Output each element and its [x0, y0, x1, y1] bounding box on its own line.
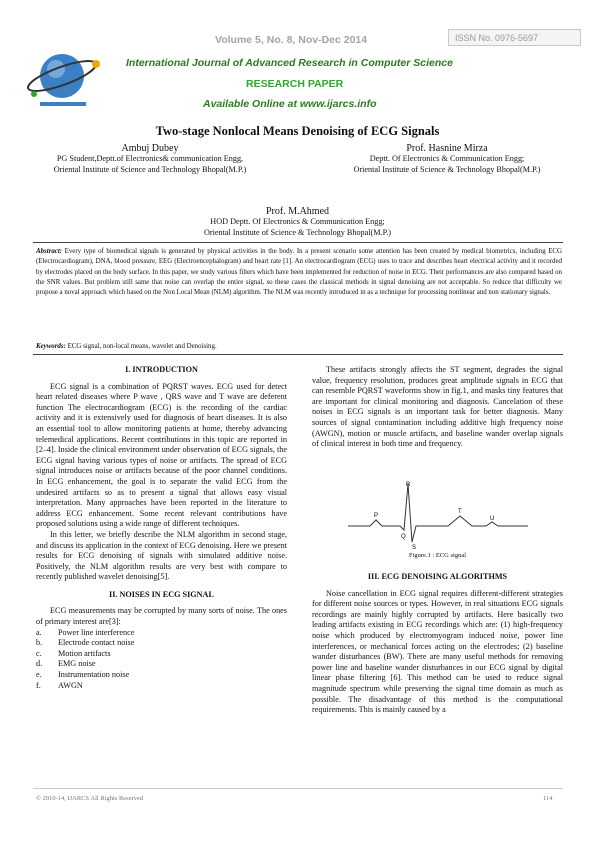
list-item: e. Instrumentation noise — [36, 670, 130, 680]
figure-label-t: T — [458, 509, 462, 515]
right-column-bottom — [312, 572, 563, 716]
page-number: 114 — [543, 795, 553, 802]
author-name: Ambuj Dubey — [121, 143, 179, 154]
right-column-top — [312, 365, 563, 450]
figure-label-q: Q — [401, 534, 406, 540]
section-heading: II. NOISES IN ECG SIGNAL — [109, 589, 214, 599]
author-block-1 — [30, 143, 270, 175]
section-heading: I. INTRODUCTION — [125, 365, 198, 374]
keywords — [36, 343, 562, 350]
list-item: d. EMG noise — [36, 659, 96, 669]
issn-box: ISSN No. 0976-5697 — [448, 29, 581, 46]
paragraph: In this letter, we briefly describe the NLM algorithm in second stage, and discuss its application in the context of ECG denoising. Here we present results for ECG denoising of signals with simulated additive noise. Positively, the NLM algorithm results are very best with compare to recently published wavelet denoising[5]. — [36, 529, 287, 582]
list-item: f. AWGN — [36, 680, 83, 690]
abstract — [36, 247, 562, 298]
paragraph: ECG signal is a combination of PQRST waves. ECG used for detect heart related diseases where P wave , QRS wave and T wave are deferent function The electrocardiogram (ECG) is the recording of the cardiac activity and it is extensively used for diagnosis of heart diseases. It is also an essential tool to allow monitoring patients at home, thereby advancing telemedical applications. Recent contributions in this topic are reported in [2–4]. Inside the clinical environment under observation of ECG signals, the ECG signal having various types of noise or artifacts. The spread of ECG signal introduces noise or artifacts because of the poor channel conditions. In ECG enhancement, the goal is to separate the valid ECG from the undesired artifacts so as to present a signal that allows easy visual interpretation. Many approaches have been reported in the literature to address ECG enhancement. Some recent relevant contributions have proposed solutions using a wide range of different techniques. — [36, 381, 287, 529]
figure-label-p: P — [374, 513, 379, 519]
keywords-text: ECG signal, non-local means, wavelet and Denoising. — [67, 343, 217, 350]
keywords-label: Keywords: — [36, 343, 66, 350]
author-name: Prof. Hasnine Mirza — [406, 143, 488, 154]
figure-label-r: R — [406, 482, 411, 488]
paragraph: ECG measurements may be corrupted by many sorts of noise. The ones of primary interest are[3]: — [36, 606, 287, 627]
author-affiliation: Deptt. Of Electronics & Communication Engg; — [369, 154, 525, 163]
abstract-label: Abstract: — [36, 248, 63, 255]
author-affiliation: Oriental Institute of Science and Technology Bhopal(M.P.) — [53, 164, 247, 174]
abstract-text: Every type of biomedical signals is generated by physical activities in the body. In a present scenario some attention has been created by medical biometrics, including ECG (Electrocardiogram), DNA, blood pressure, EEG (Electroencephalogram) and heart rate [1]. An electrocardiogram (ECG) uses to trace and describes heart electrical activity and it recorded by electrodes placed on the body surface. In this paper, we study various filters which have been implemented for reduction of noise in ECG. Their performances are also compared based on the SNR values. But problem still same that noise can overlap the entire signal, so these cases the classical methods in signal denoising are not acceptable. So reduce that difficulty we propose a noval approach which based on the Non Local Mean (NLM) algorithm. The NLM was recently introduced in as a technique for processing nonlinear and non stationary signals. — [36, 248, 562, 297]
left-column — [36, 365, 287, 691]
figure-caption: Figure.1 : ECG signal — [408, 552, 467, 559]
paragraph: These artifacts strongly affects the ST segment, degrades the signal value, frequency resolution, produces great amplitude signals in ECG that can resemble PQRST waveforms show in fig.1, and masks tiny features that are important for clinical monitoring and diagnosis. Cancelation of these noises in ECG signals is an important task for better diagnosis. Many sources of signal contamination including additive high frequency noise (AWGN), motion or muscle artifacts, and baseline wander overlap signals of clinical interest in both time and frequency. — [312, 365, 563, 449]
noise-list — [36, 628, 287, 692]
author-name: Prof. M.Ahmed — [265, 206, 330, 217]
paper-type: RESEARCH PAPER — [246, 78, 344, 90]
journal-name: International Journal of Advanced Research in Computer Science — [126, 57, 453, 69]
paragraph: Noise cancellation in ECG signal requires different-different strategies for different noise sources or types. However, in real situations ECG signals recordings are mainly highly corrupted by artifacts. Here basically two leading artifacts existing in ECG recordings which are: (1) high-frequency noise which produced by electromyogram induced noise, power line interferences, or mechanical forces acting on the electrodes; (2) baseline wander disturbances (BW). There are many useful methods for removing power line and baseline wander disturbances in our ECG signal by digital linear phase filtering [6]. This method can be used to reduce signal magnitude spectrum while preserving the signal time domain as much as possible. The disadvantage of this method is the computational requirements. This is mainly caused by a — [312, 588, 563, 715]
list-item: b. Electrode contact noise — [36, 638, 135, 648]
footer-copyright: © 2010-14, IJARCS All Rights Reserved — [36, 795, 144, 802]
author-affiliation: HOD Deptt. Of Electronics & Communication Engg; — [210, 217, 385, 226]
author-affiliation: PG Student,Deptt.of Electronics& communication Engg, — [56, 154, 244, 163]
figure-label-u: U — [490, 516, 495, 522]
list-item: a. Power line interference — [36, 627, 135, 637]
paper-title: Two-stage Nonlocal Means Denoising of ECG Signals — [155, 124, 440, 138]
author-affiliation: Oriental Institute of Science & Technology Bhopal(M.P.) — [353, 164, 541, 174]
journal-logo — [22, 36, 114, 118]
section-heading: III. ECG DENOISING ALGORITHMS — [367, 572, 508, 581]
volume-issue: Volume 5, No. 8, Nov-Dec 2014 — [215, 34, 368, 46]
author-block-2 — [322, 143, 572, 175]
author-affiliation: Oriental Institute of Science & Technology Bhopal(M.P.) — [203, 227, 392, 237]
footer-divider — [33, 788, 563, 789]
divider — [33, 354, 563, 355]
divider — [33, 242, 563, 243]
figure-label-s: S — [412, 545, 417, 550]
list-item: c. Motion artifacts — [36, 648, 111, 658]
online-link[interactable]: Available Online at www.ijarcs.info — [203, 98, 377, 110]
author-block-3 — [100, 206, 495, 238]
ecg-figure — [348, 480, 528, 550]
